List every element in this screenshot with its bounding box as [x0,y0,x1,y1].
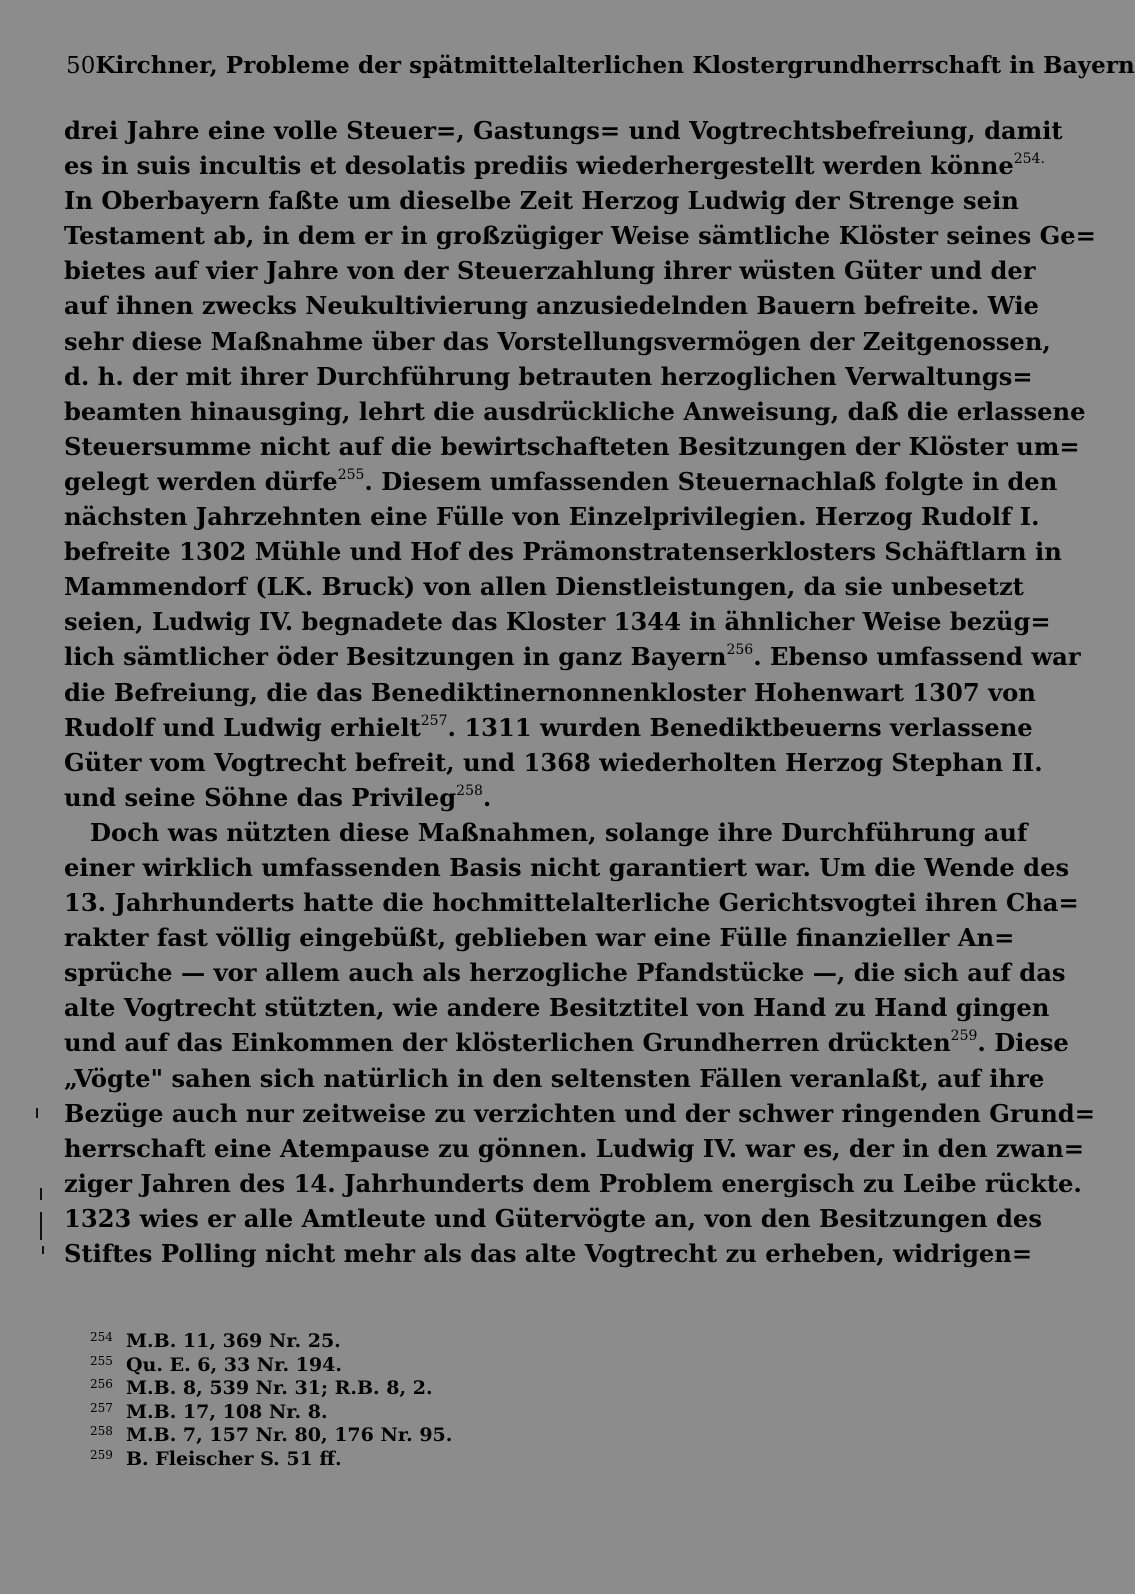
text-line [64,429,1080,464]
line-text: die Befreiung, die das Benediktinernonnenkloster Hohenwart 1307 von [64,677,1036,707]
line-text: beamten hinausging, lehrt die ausdrückliche Anweisung, daß die erlassene [64,396,1086,426]
line-text: In Oberbayern faßte um dieselbe Zeit Herzog Ludwig der Strenge sein [64,186,1019,216]
footnote-number: 256 [90,1377,113,1392]
margin-mark [36,1108,38,1118]
footnotes [90,1330,690,1472]
text-line [64,113,1063,148]
line-text: drei Jahre eine volle Steuer=, Gastungs= und Vogtrechtsbefreiung, damit [64,116,1063,145]
footnote-text: M.B. 11, 369 Nr. 25. [126,1330,341,1352]
text-line [64,1061,1045,1096]
line-text: 1323 wies er alle Amtleute und Gütervögte an, von den Besitzungen des [64,1203,1042,1233]
text-line [64,885,1079,920]
text-line [64,639,1081,674]
text-line [64,1166,1082,1201]
line-text: bietes auf vier Jahre von der Steuerzahlung ihrer wüsten Güter und der [64,256,1036,286]
line-text-continued: . 1311 wurden Benediktbeuerns verlassene [447,712,1033,742]
line-text-continued: . Ebenso umfassend war [753,642,1081,672]
line-text-continued: . [482,782,492,812]
text-line [64,990,1050,1025]
text-line [64,850,1070,885]
line-text: herrschaft eine Atempause zu gönnen. Ludwig IV. war es, der in den zwan= [64,1133,1084,1163]
line-text: rakter fast völlig eingebüßt, geblieben war eine Fülle finanzieller An= [64,923,1015,953]
text-line [64,1131,1084,1166]
line-text: seien, Ludwig IV. begnadete das Kloster 1344 in ähnlicher Weise bezüg= [64,607,1051,637]
line-text-continued: . Diesem umfassenden Steuernachlaß folgte in den [364,466,1058,496]
text-line [64,780,912,815]
margin-mark [40,1188,42,1200]
line-text: Rudolf und Ludwig erhielt [64,712,421,742]
line-text: Bezüge auch nur zeitweise zu verzichten und der schwer ringenden Grund= [64,1098,1095,1128]
line-text: Testament ab, in dem er in großzügiger Weise sämtliche Klöster seines Ge= [64,221,1096,251]
line-text: auf ihnen zwecks Neukultivierung anzusiedelnden Bauern befreite. Wie [64,291,1039,321]
text-line [64,359,1033,394]
text-line [64,534,1062,569]
text-line [64,1096,1095,1131]
text-line [64,499,1040,534]
line-text: Güter vom Vogtrecht befreit, und 1368 wiederholten Herzog Stephan II. [64,747,1043,777]
line-text: Steuersumme nicht auf die bewirtschafteten Besitzungen der Klöster um= [64,431,1080,461]
text-line [64,920,1015,955]
footnote-reference: 257 [420,712,448,729]
footnote-number: 258 [90,1424,113,1439]
footnote-reference: 254. [1013,151,1045,168]
footnote-number: 259 [90,1447,113,1462]
text-line [64,675,1036,710]
text-line [64,1201,1042,1236]
line-text: Mammendorf (LK. Bruck) von allen Dienstleistungen, da sie unbesetzt [64,572,1024,602]
text-line [64,604,1051,639]
line-text: lich sämtlicher öder Besitzungen in ganz Bayern [64,642,727,672]
page-number: 50 [66,53,96,79]
footnote [90,1401,690,1425]
line-text: es in suis incultis et desolatis prediis wiederhergestellt werden könne [64,151,1014,181]
text-line [64,253,1036,288]
text-line [64,955,1066,990]
footnote-reference: 256 [726,642,754,659]
margin-mark [42,1246,44,1254]
footnote-text: Qu. E. 6, 33 Nr. 194. [126,1353,342,1376]
line-text: nächsten Jahrzehnten eine Fülle von Einzelprivilegien. Herzog Rudolf I. [64,502,1040,532]
footnote-text: M.B. 17, 108 Nr. 8. [126,1400,328,1423]
text-line [64,815,1028,850]
line-text-continued: . Diese [977,1028,1069,1058]
line-text: d. h. der mit ihrer Durchführung betrauten herzoglichen Verwaltungs= [64,361,1033,391]
footnote-text: M.B. 8, 539 Nr. 31; R.B. 8, 2. [126,1377,433,1400]
body-text [64,113,1096,1271]
text-line [64,1236,1033,1271]
text-line [64,464,1058,499]
line-text: alte Vogtrecht stützten, wie andere Besitztitel von Hand zu Hand gingen [64,993,1050,1023]
line-text: ziger Jahren des 14. Jahrhunderts dem Problem energisch zu Leibe rückte. [64,1168,1082,1198]
text-line [64,324,1051,359]
footnote-reference: 259 [950,1028,978,1045]
footnote [90,1448,690,1472]
line-text: befreite 1302 Mühle und Hof des Prämonstratenserklosters Schäftlarn in [64,537,1062,567]
footnote-reference: 255 [337,466,365,483]
footnote [90,1330,690,1354]
footnote-number: 255 [90,1353,113,1368]
line-text: sprüche — vor allem auch als herzogliche Pfandstücke —, die sich auf das [64,958,1066,988]
running-head [66,52,1135,79]
running-title: Kirchner, Probleme der spätmittelalterlichen Klostergrundherrschaft in Bayern [95,52,1135,79]
line-text: gelegt werden dürfe [64,466,338,496]
line-text: sehr diese Maßnahme über das Vorstellungsvermögen der Zeitgenossen, [64,326,1051,356]
footnote [90,1424,690,1448]
text-line [64,288,1039,323]
text-line [64,710,1033,745]
footnote [90,1354,690,1378]
footnote-number: 257 [90,1400,113,1415]
footnote-reference: 258 [456,782,483,799]
line-text: und auf das Einkommen der klösterlichen Grundherren drückten [64,1028,951,1058]
text-line [64,394,1086,429]
line-text: und seine Söhne das Privileg [64,782,457,812]
line-text: Doch was nützten diese Maßnahmen, solange ihre Durchführung auf [90,817,1028,847]
text-line [64,218,1096,253]
text-line [64,148,1045,183]
text-line [64,1025,1069,1060]
line-text: einer wirklich umfassenden Basis nicht garantiert war. Um die Wende des [64,852,1070,882]
footnote-number: 254 [90,1330,113,1344]
line-text: „Vögte" sahen sich natürlich in den seltensten Fällen veranlaßt, auf ihre [64,1063,1045,1093]
text-line [64,183,1019,218]
margin-mark [40,1212,42,1240]
footnote-text: B. Fleischer S. 51 ff. [126,1447,342,1470]
text-line [64,745,1043,780]
line-text: Stiftes Polling nicht mehr als das alte Vogtrecht zu erheben, widrigen= [64,1239,1033,1268]
line-text: 13. Jahrhunderts hatte die hochmittelalterliche Gerichtsvogtei ihren Cha= [64,888,1079,918]
footnote [90,1377,690,1401]
text-line [64,569,1024,604]
footnote-text: M.B. 7, 157 Nr. 80, 176 Nr. 95. [126,1424,453,1447]
